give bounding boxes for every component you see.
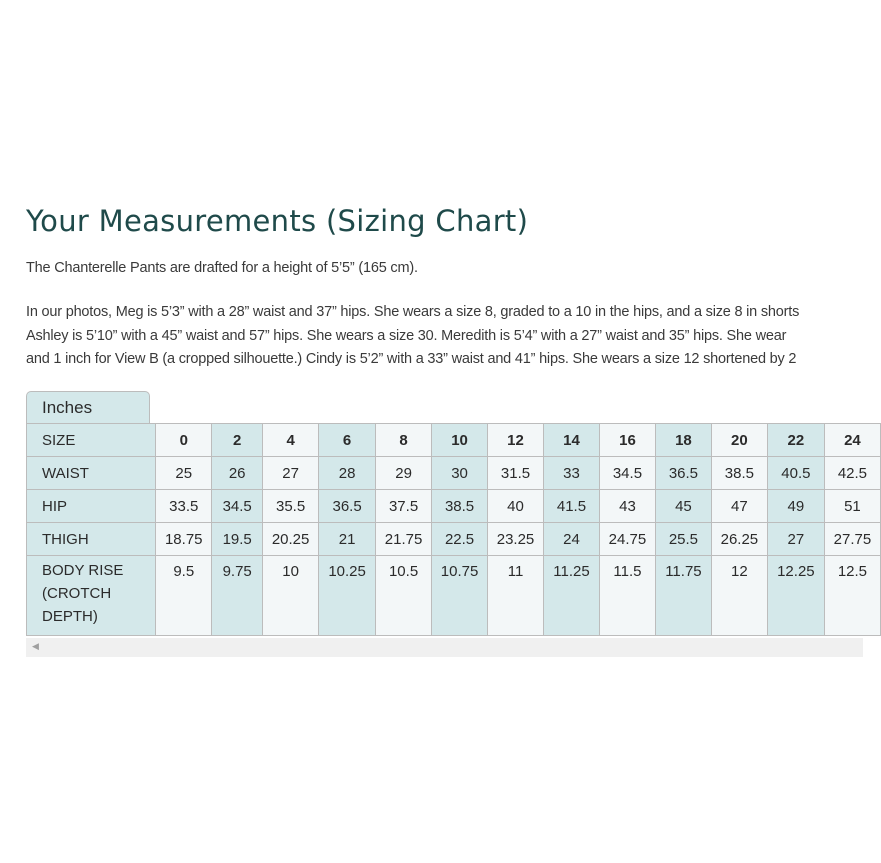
photo-notes (26, 301, 799, 372)
row-label-line: BODY RISE (42, 562, 124, 579)
size-header-cell: 0 (156, 424, 212, 457)
table-cell: 12 (711, 556, 767, 636)
table-cell: 22.5 (432, 523, 488, 556)
table-cell: 11.25 (544, 556, 600, 636)
sizing-table-viewport (26, 391, 872, 638)
table-cell: 9.75 (212, 556, 263, 636)
table-cell: 27 (767, 523, 824, 556)
table-cell: 27.75 (824, 523, 880, 556)
table-cell: 47 (711, 490, 767, 523)
scroll-left-arrow-icon[interactable]: ◀ (32, 642, 39, 652)
size-header-cell: 6 (319, 424, 376, 457)
table-cell: 40 (488, 490, 544, 523)
table-row (27, 424, 881, 457)
size-header-cell: 14 (544, 424, 600, 457)
table-cell: 43 (599, 490, 655, 523)
sizing-table (26, 423, 881, 636)
table-cell: 18.75 (156, 523, 212, 556)
size-header-cell: 12 (488, 424, 544, 457)
table-cell: 42.5 (824, 457, 880, 490)
size-header-cell: 16 (599, 424, 655, 457)
intro-text: The Chanterelle Pants are drafted for a height of 5’5” (165 cm). (26, 260, 418, 276)
table-cell: 11.75 (655, 556, 711, 636)
table-cell: 10.5 (376, 556, 432, 636)
table-row (27, 490, 881, 523)
table-cell: 34.5 (599, 457, 655, 490)
table-cell: 19.5 (212, 523, 263, 556)
table-cell: 31.5 (488, 457, 544, 490)
table-cell: 40.5 (767, 457, 824, 490)
table-cell: 12.25 (767, 556, 824, 636)
size-header-cell: 10 (432, 424, 488, 457)
table-cell: 21.75 (376, 523, 432, 556)
table-cell: 12.5 (824, 556, 880, 636)
table-cell: 30 (432, 457, 488, 490)
size-header-cell: 24 (824, 424, 880, 457)
size-header-cell: 22 (767, 424, 824, 457)
photo-notes-line: and 1 inch for View B (a cropped silhouette.) Cindy is 5’2” with a 33” waist and 41” hips. She wears a size 12 shortened by 2 (26, 351, 797, 367)
row-label (27, 556, 156, 636)
table-cell: 38.5 (432, 490, 488, 523)
table-cell: 20.25 (263, 523, 319, 556)
size-header-cell: 2 (212, 424, 263, 457)
row-label: THIGH (27, 523, 156, 556)
table-cell: 26 (212, 457, 263, 490)
table-cell: 35.5 (263, 490, 319, 523)
table-row (27, 523, 881, 556)
table-cell: 24 (544, 523, 600, 556)
size-header-cell: 4 (263, 424, 319, 457)
table-cell: 41.5 (544, 490, 600, 523)
size-header-cell: 20 (711, 424, 767, 457)
table-cell: 29 (376, 457, 432, 490)
table-cell: 49 (767, 490, 824, 523)
table-cell: 37.5 (376, 490, 432, 523)
units-tab-inches[interactable]: Inches (26, 391, 150, 423)
size-header-cell: 8 (376, 424, 432, 457)
table-cell: 10.25 (319, 556, 376, 636)
row-label: WAIST (27, 457, 156, 490)
table-cell: 36.5 (319, 490, 376, 523)
table-cell: 25.5 (655, 523, 711, 556)
table-cell: 11.5 (599, 556, 655, 636)
table-cell: 38.5 (711, 457, 767, 490)
table-cell: 27 (263, 457, 319, 490)
table-row (27, 457, 881, 490)
table-cell: 34.5 (212, 490, 263, 523)
table-cell: 26.25 (711, 523, 767, 556)
table-cell: 28 (319, 457, 376, 490)
row-label-line: (CROTCH (42, 585, 112, 602)
table-cell: 33.5 (156, 490, 212, 523)
table-row (27, 556, 881, 636)
row-label: SIZE (27, 424, 156, 457)
table-cell: 21 (319, 523, 376, 556)
photo-notes-line: Ashley is 5’10” with a 45” waist and 57” hips. She wears a size 30. Meredith is 5’4” with a 27” waist and 35” hips. She wear (26, 327, 787, 344)
table-cell: 33 (544, 457, 600, 490)
photo-notes-line: In our photos, Meg is 5’3” with a 28” waist and 37” hips. She wears a size 8, graded to a 10 in the hips, and a size 8 in shorts (26, 304, 800, 320)
table-cell: 45 (655, 490, 711, 523)
table-cell: 10 (263, 556, 319, 636)
table-cell: 25 (156, 457, 212, 490)
table-cell: 11 (488, 556, 544, 636)
page-title: Your Measurements (Sizing Chart) (26, 204, 529, 238)
row-label-line: DEPTH) (42, 608, 98, 625)
table-cell: 36.5 (655, 457, 711, 490)
table-cell: 10.75 (432, 556, 488, 636)
table-cell: 51 (824, 490, 880, 523)
row-label: HIP (27, 490, 156, 523)
size-header-cell: 18 (655, 424, 711, 457)
horizontal-scrollbar[interactable] (26, 638, 863, 657)
table-cell: 9.5 (156, 556, 212, 636)
table-cell: 24.75 (599, 523, 655, 556)
table-cell: 23.25 (488, 523, 544, 556)
